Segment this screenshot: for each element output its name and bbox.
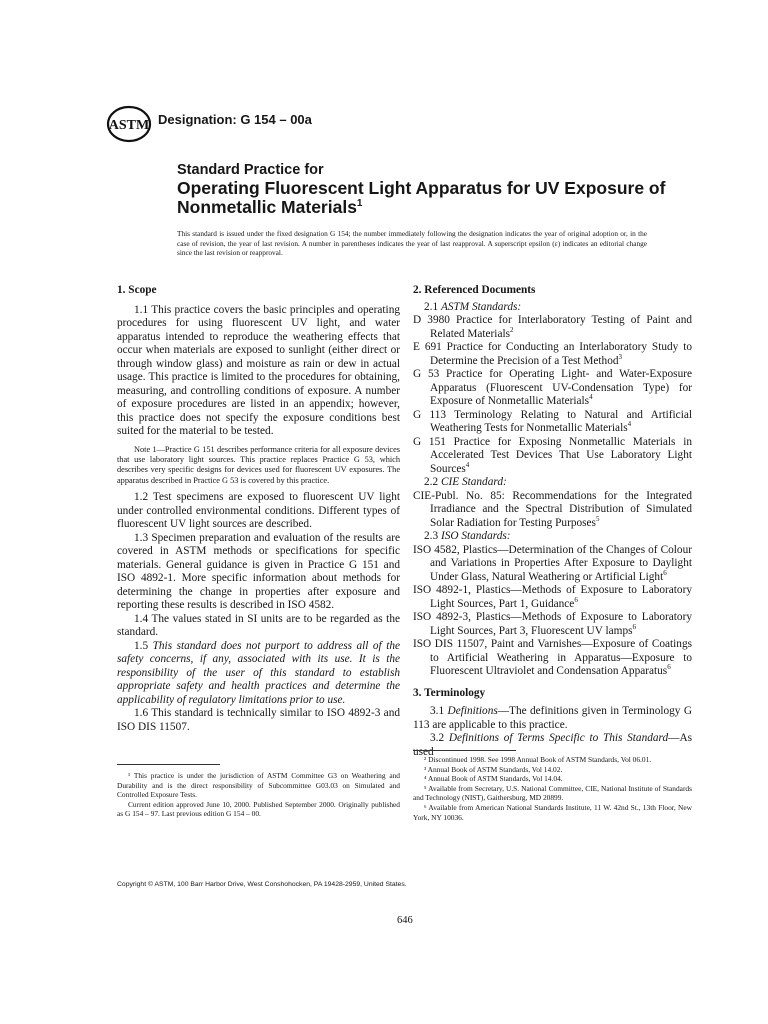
document-type: Standard Practice for [177,162,324,178]
ref-iso4892-1: ISO 4892-1, Plastics—Methods of Exposure to Laboratory Light Sources, Part 1, Guidance$^6$ [413,584,692,610]
ref-g53: G 53 Practice for Operating Light- and Water-Exposure Apparatus (Fluorescent UV-Condensation Type) for Exposure of Nonmetallic Materials$^4$ [413,368,692,407]
ref-iso4892-3: ISO 4892-3, Plastics—Methods of Exposure to Laboratory Light Sources, Part 3, Fluorescent UV lamps$^6$ [413,611,692,637]
scope-heading: 1. Scope [117,284,157,296]
left-footnotes [117,771,400,819]
ref-iso4582: ISO 4582, Plastics—Determination of the Changes of Colour and Variations in Properties After Exposure to Daylight Under Glass, Natural Weathering or Artificial Light$^6$ [413,543,692,583]
section-2-2: 2.2 CIE Standard: [424,476,507,488]
paragraph-1-3: 1.3 Specimen preparation and evaluation of the results are covered in ASTM methods or specifications for specific materials. General guidance is given in Practice G 151 and ISO 4892-1. More specific information about methods for determining the change in properties after exposure and reporting these results is described in ISO 4582. [117,531,400,612]
footnote-5: ⁵ Available from Secretary, U.S. National Committee, CIE, National Institute of Standards and Technology (NIST), Gaithersburg, MD 20899. [413,783,692,803]
terminology-heading: 3. Terminology [413,686,486,699]
footnote-divider-right [413,750,516,751]
page-number: 646 [397,915,413,926]
section-2-1: 2.1 ASTM Standards: [424,300,522,313]
title-line-1: Operating Fluorescent Light Apparatus for UV Exposure of [177,178,666,198]
designation: Designation: G 154 – 00a [158,112,312,127]
paragraph-1-2: 1.2 Test specimens are exposed to fluorescent UV light under controlled environmental conditions. Different types of fluorescent UV light sources are described. [117,491,400,531]
logo-text: ASTM [108,118,150,133]
section-2-3: 2.3 ISO Standards: [424,530,511,542]
ref-cie: CIE-Publ. No. 85: Recommendations for the Integrated Irradiance and the Spectral Distribution of Simulated Solar Radiation for Testing Purposes$^5$ [413,489,692,529]
ref-e691: E 691 Practice for Conducting an Interlaboratory Study to Determine the Precision of a Test Method$^3$ [413,341,692,367]
standard-issuance-note: This standard is issued under the fixed designation G 154; the number immediately following the designation indicates the year of original adoption or, in the case of revision, the year of last revision. A number in parentheses indicates the year of last reapproval. A superscript epsilon (ε) indicates an editorial change since the last revision or reapproval. [177,229,647,258]
paragraph-1-1: 1.1 This practice covers the basic principles and operating procedures for using fluorescent UV light, and water apparatus intended to reproduce the weathering effects that occur when materials are exposed to sunlight (either direct or through window glass) and moisture as rain or dew in actual usage. This practice is limited to the procedures for obtaining, measuring, and controlling conditions of exposure. A number of exposure procedures are listed in an appendix; however, this practice does not specify the exposure conditions best suited for the material to be tested. [117,303,400,437]
note-1: Note 1—Practice G 151 describes performance criteria for all exposure devices that use laboratory light sources. This practice replaces Practice G 53, which describes very specific designs for devices used for fluorescent UV exposures. The apparatus described in Practice G 53 is covered by this practice. [117,444,400,485]
left-column [117,284,400,734]
footnote-1: ¹ This practice is under the jurisdiction of ASTM Committee G3 on Weathering and Durability and is the direct responsibility of Subcommittee G03.03 on Simulated and Controlled Exposure Tests. [117,771,400,800]
footnote-6: ⁶ Available from American National Standards Institute, 11 W. 42nd St., 13th Floor, New York, NY 10036. [413,802,692,822]
ref-d3980: D 3980 Practice for Interlaboratory Testing of Paint and Related Materials$^2$ [413,314,692,340]
referenced-documents-heading: 2. Referenced Documents [413,284,536,296]
right-column [413,284,692,759]
footnote-2: ² Discontinued 1998. See 1998 Annual Book of ASTM Standards, Vol 06.01. [424,755,652,764]
section-3-2: 3.2 Definitions of Terms Specific to This Standard—As used [413,732,692,758]
document-title [177,179,677,217]
right-footnotes [413,755,692,822]
ref-iso11507: ISO DIS 11507, Paint and Varnishes—Exposure of Coatings to Artificial Weathering in Apparatus—Exposure to Fluorescent Ultraviolet and Condensation Apparatus$^6$ [413,638,692,677]
astm-logo [106,104,152,144]
ref-g113: G 113 Terminology Relating to Natural and Artificial Weathering Tests for Nonmetallic Materials$^4$ [413,408,692,434]
paragraph-1-4: 1.4 The values stated in SI units are to be regarded as the standard. [117,612,400,639]
title-footnote-mark: 1 [356,198,363,210]
paragraph-1-6: 1.6 This standard is technically similar to ISO 4892-3 and ISO DIS 11507. [117,707,400,733]
section-3-1: 3.1 Definitions—The definitions given in Terminology G 113 are applicable to this practice. [413,705,692,731]
paragraph-1-5: 1.5 This standard does not purport to address all of the safety concerns, if any, associated with its use. It is the responsibility of the user of this standard to establish appropriate safety and health practices and determine the applicability of regulatory limitations prior to use. [117,639,400,706]
footnote-divider [117,764,220,765]
footnote-1-edition: Current edition approved June 10, 2000. Published September 2000. Originally published as G 154 – 97. Last previous edition G 154 – 00. [117,799,400,819]
footnote-4: ⁴ Annual Book of ASTM Standards, Vol 14.04. [424,774,563,784]
footnote-3: ³ Annual Book of ASTM Standards, Vol 14.02. [424,764,563,774]
title-line-2: Nonmetallic Materials$^1$ [177,197,363,217]
copyright-line: Copyright © ASTM, 100 Barr Harbor Drive, West Conshohocken, PA 19428-2959, United States. [117,881,407,888]
ref-g151: G 151 Practice for Exposing Nonmetallic Materials in Accelerated Test Devices That Use Laboratory Light Sources$^4$ [413,435,692,475]
